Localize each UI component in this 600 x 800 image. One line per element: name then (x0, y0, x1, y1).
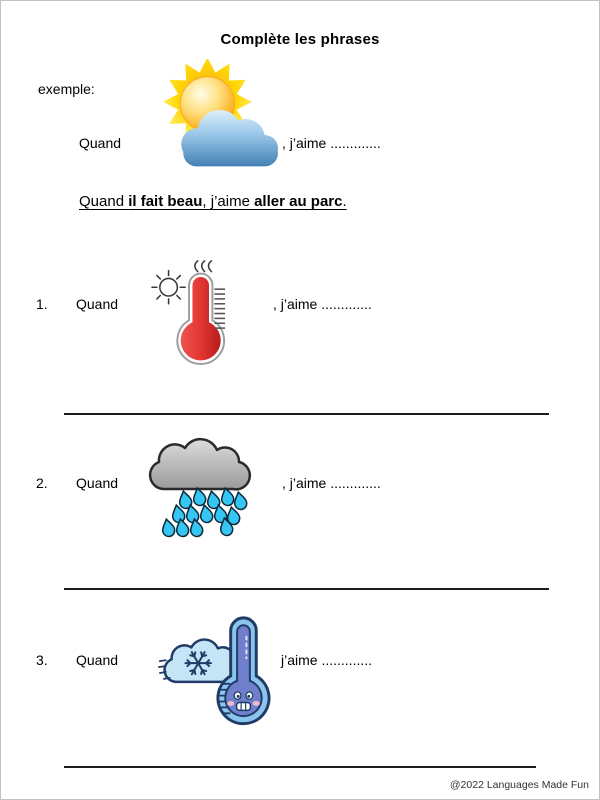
item-2-number: 2. (36, 475, 48, 491)
heat-waves-icon (195, 261, 212, 272)
item-2-prefix: Quand (76, 475, 119, 491)
answer-part-weather: il fait beau (128, 193, 203, 210)
example-label: exemple: (38, 81, 95, 97)
answer-line-3 (64, 766, 536, 768)
example-suffix: , j’aime ............. (282, 135, 381, 151)
line-sun-icon (152, 271, 185, 304)
hot-thermometer-icon (148, 258, 233, 370)
answer-line-2 (64, 588, 549, 590)
answer-part-quand: Quand (79, 193, 129, 210)
item-1-prefix: Quand (76, 296, 119, 312)
answer-part-period: . (342, 193, 347, 210)
copyright-footer: @2022 Languages Made Fun (449, 779, 589, 791)
item-1-suffix: , j’aime ............. (273, 296, 372, 312)
rain-cloud-icon (137, 429, 255, 539)
answer-part-activity: aller au parc (254, 193, 343, 210)
example-answer-sentence (79, 193, 347, 210)
item-2-suffix: , j’aime ............. (282, 475, 381, 491)
item-1-number: 1. (36, 296, 48, 312)
cold-thermometer-icon (152, 607, 272, 737)
item-3-prefix: Quand (76, 652, 119, 668)
sun-behind-cloud-icon (147, 59, 281, 173)
answer-line-1 (64, 413, 549, 415)
item-3-number: 3. (36, 652, 48, 668)
answer-part-jaime: , j’aime (202, 193, 255, 210)
raindrops (160, 487, 247, 538)
item-3-suffix: j’aime ............. (281, 652, 373, 668)
example-prefix: Quand (79, 135, 122, 151)
page-title: Complète les phrases (220, 31, 380, 48)
